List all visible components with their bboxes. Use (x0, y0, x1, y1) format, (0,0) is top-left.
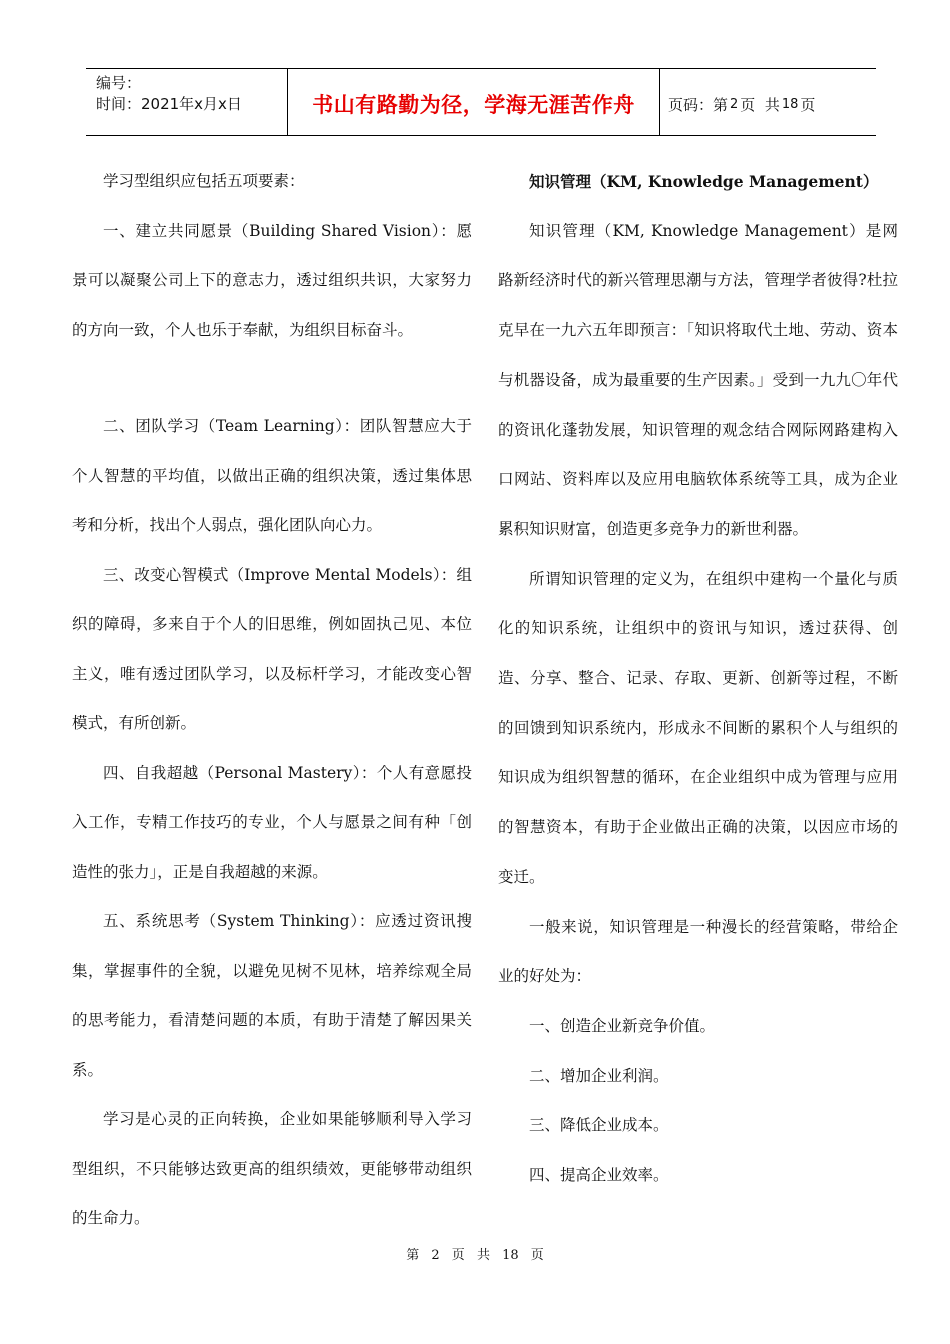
right-benefit-2: 二、增加企业利润。 (529, 1066, 669, 1085)
right-benefit-3: 三、降低企业成本。 (529, 1116, 669, 1135)
header-page-total: 18 (781, 96, 799, 112)
header-page-info (660, 69, 876, 135)
right-title: 知识管理（KM, Knowledge Management） (529, 172, 879, 191)
left-column (72, 160, 472, 1244)
document-header (86, 68, 876, 136)
right-benefit-4: 四、提高企业效率。 (529, 1166, 669, 1185)
right-benefit-1: 一、创造企业新竞争价值。 (529, 1016, 716, 1035)
left-item-3: 三、改变心智模式（Improve Mental Models）：组织的障碍，多来自于个人的旧思维，例如固执己见、本位主义，唯有透过团队学习，以及标杆学习，才能改变心智模式，有所创新。 (72, 565, 472, 732)
left-closing: 学习是心灵的正向转换，企业如果能够顺利导入学习型组织，不只能够达致更高的组织绩效，更能够带动组织的生命力。 (72, 1110, 472, 1227)
right-column (498, 160, 898, 1201)
header-motto: 书山有路勤为径，学海无涯苦作舟 (312, 93, 635, 117)
left-item-5: 五、系统思考（System Thinking）：应透过资讯搜集，掌握事件的全貌，以避免见树不见林，培养综观全局的思考能力，看清楚问题的本质，有助于清楚了解因果关系。 (72, 912, 472, 1079)
header-page-suffix: 页 (800, 95, 816, 114)
left-item-1: 一、建立共同愿景（Building Shared Vision）：愿景可以凝聚公司上下的意志力，透过组织共识，大家努力的方向一致，个人也乐于奉献，为组织目标奋斗。 (72, 221, 472, 339)
left-intro: 学习型组织应包括五项要素： (103, 172, 305, 190)
header-time-label: 时间：2021年x月x日 (96, 95, 242, 113)
right-para-2: 所谓知识管理的定义为，在组织中建构一个量化与质化的知识系统，让组织中的资讯与知识，透过获得、创造、分享、整合、记录、存取、更新、创新等过程，不断的回馈到知识系统内，形成永不间断的累积个人与组织的知识成为组织智慧的循环，在企业组织中成为管理与应用的智慧资本，有助于企业做出正确的决策，以因应市场的变迁。 (498, 569, 898, 886)
footer-ye-1: 页 (451, 1248, 465, 1263)
footer-total: 18 (502, 1248, 519, 1263)
left-item-4: 四、自我超越（Personal Mastery）：个人有意愿投入工作，专精工作技巧的专业，个人与愿景之间有种「创造性的张力」，正是自我超越的来源。 (72, 763, 472, 881)
left-spacer (72, 355, 472, 402)
right-para-1: 知识管理（KM, Knowledge Management）是网路新经济时代的新兴管理思潮与方法，管理学者彼得?杜拉克早在一九六五年即预言：「知识将取代土地、劳动、资本与机器设备，成为最重要的生产因素。」受到一九九〇年代的资讯化蓬勃发展，知识管理的观念结合网际网路建构入口网站、资料库以及应用电脑软体系统等工具，成为企业累积知识财富，创造更多竞争力的新世利器。 (498, 221, 898, 538)
footer-gong: 共 (476, 1248, 490, 1263)
footer-current: 2 (431, 1248, 440, 1263)
header-page-current: 2 (730, 96, 739, 112)
header-number-label: 编号： (96, 74, 142, 92)
page-footer (0, 1244, 950, 1263)
header-meta (86, 69, 288, 135)
footer-di: 第 (406, 1248, 420, 1263)
header-motto-cell (288, 69, 660, 135)
right-para-3: 一般来说，知识管理是一种漫长的经营策略，带给企业的好处为： (498, 917, 898, 986)
left-item-2: 二、团队学习（Team Learning）：团队智慧应大于个人智慧的平均值，以做出正确的组织决策，透过集体思考和分析，找出个人弱点，强化团队向心力。 (72, 417, 472, 534)
header-page-mid: 页 共 (740, 95, 780, 114)
footer-ye-2: 页 (530, 1248, 544, 1263)
header-page-prefix: 页码：第 (668, 95, 729, 114)
